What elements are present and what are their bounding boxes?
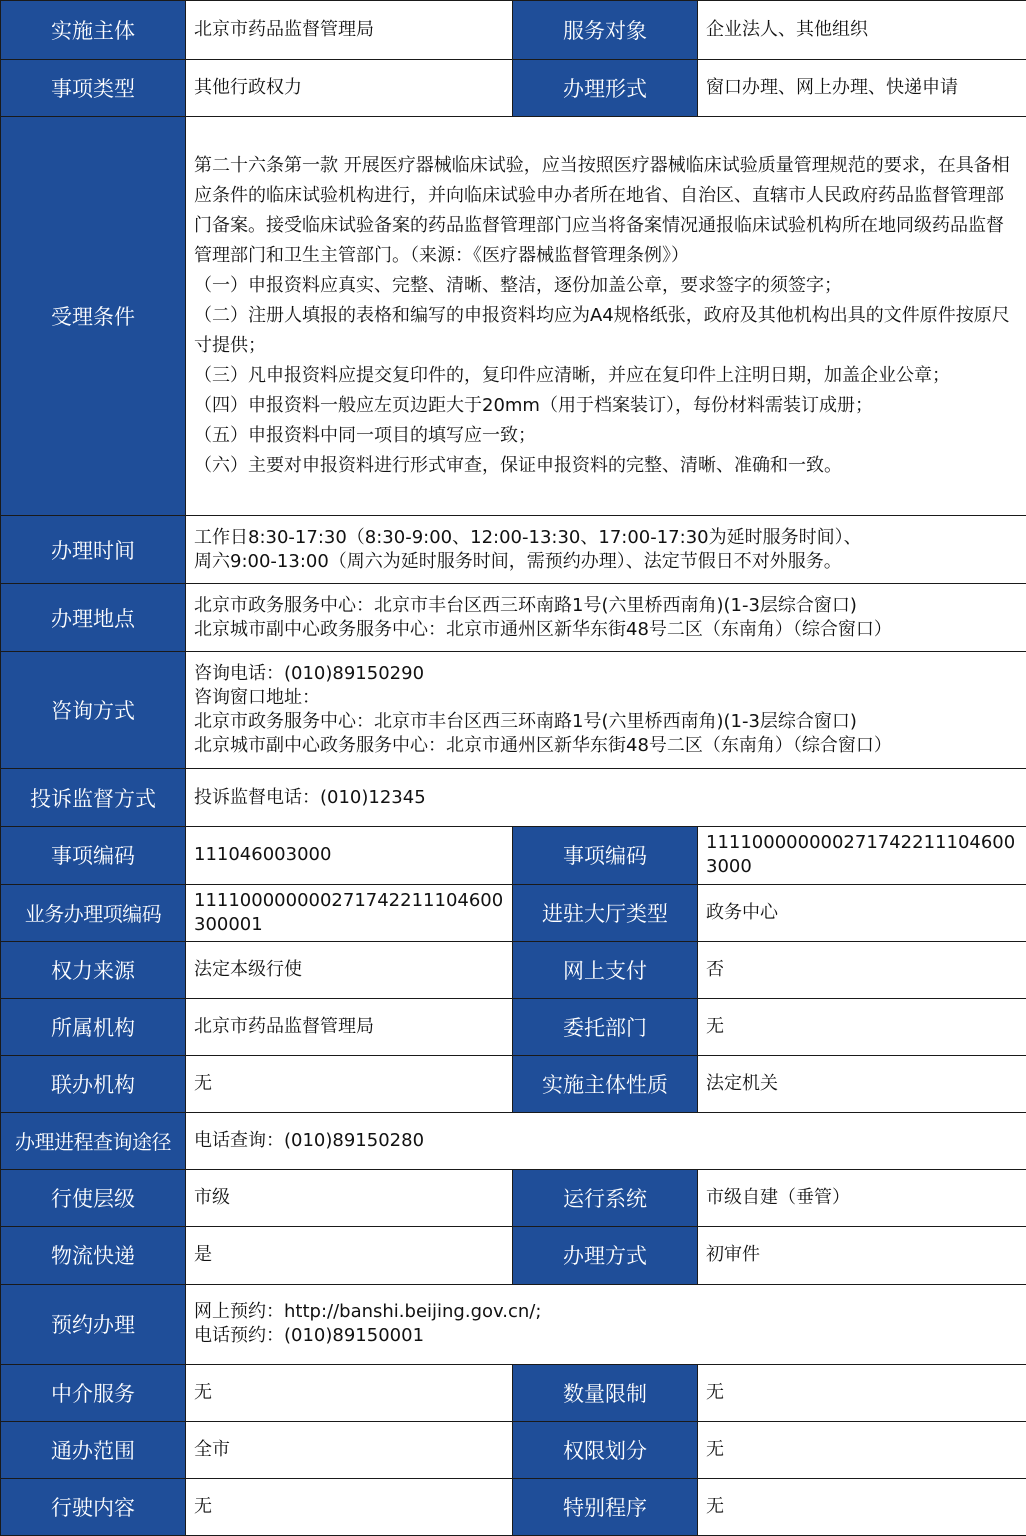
value-service-scope: 全市 <box>186 1421 513 1478</box>
label-affiliated-agency: 所属机构 <box>1 998 186 1055</box>
value-authority-division: 无 <box>698 1421 1026 1478</box>
value-complaint: 投诉监督电话：(010)12345 <box>186 769 1026 827</box>
condition-line: （二）注册人填报的表格和编写的申报资料均应为A4规格纸张，政府及其他机构出具的文件原件按原尺寸提供； <box>194 305 1010 357</box>
table-row <box>1 117 1026 516</box>
label-handling-form: 办理形式 <box>513 60 698 117</box>
value-progress-query: 电话查询：(010)89150280 <box>186 1112 1026 1169</box>
label-progress-query: 办理进程查询途径 <box>1 1112 186 1169</box>
value-service-target: 企业法人、其他组织 <box>698 1 1026 60</box>
condition-line: （四）申报资料一般应左页边距大于20mm（用于档案装订），每份材料需装订成册； <box>194 395 873 417</box>
table-row <box>1 1478 1026 1535</box>
table-row <box>1 884 1026 941</box>
value-consultation <box>186 652 1026 769</box>
time-line: 周六9:00-13:00（周六为延时服务时间，需预约办理）、法定节假日不对外服务。 <box>194 550 842 572</box>
value-affiliated-agency: 北京市药品监督管理局 <box>186 998 513 1055</box>
value-item-code: 111046003000 <box>186 827 513 884</box>
label-service-scope: 通办范围 <box>1 1421 186 1478</box>
value-body-nature: 法定机关 <box>698 1055 1026 1112</box>
condition-line: （三）凡申报资料应提交复印件的，复印件应清晰，并应在复印件上注明日期，加盖企业公章； <box>194 365 950 387</box>
label-authority-division: 权限划分 <box>513 1421 698 1478</box>
table-row <box>1 1226 1026 1284</box>
value-special-procedure: 无 <box>698 1478 1026 1535</box>
consult-line: 咨询窗口地址： <box>194 687 320 709</box>
location-line: 北京市政务服务中心：北京市丰台区西三环南路1号(六里桥西南角)(1-3层综合窗口) <box>194 594 857 616</box>
value-intermediary: 无 <box>186 1364 513 1421</box>
value-appointment <box>186 1284 1026 1364</box>
value-online-payment: 否 <box>698 941 1026 998</box>
label-logistics: 物流快递 <box>1 1226 186 1284</box>
label-online-payment: 网上支付 <box>513 941 698 998</box>
value-operating-system: 市级自建（垂管） <box>698 1169 1026 1226</box>
consult-line: 北京市政务服务中心：北京市丰台区西三环南路1号(六里桥西南角)(1-3层综合窗口) <box>194 711 857 733</box>
value-joint-agency: 无 <box>186 1055 513 1112</box>
consult-line: 北京城市副中心政务服务中心：北京市通州区新华东街48号二区（东南角）（综合窗口） <box>194 735 892 757</box>
value-handling-method: 初审件 <box>698 1226 1026 1284</box>
label-complaint: 投诉监督方式 <box>1 769 186 827</box>
label-operating-system: 运行系统 <box>513 1169 698 1226</box>
value-handling-form: 窗口办理、网上办理、快递申请 <box>698 60 1026 117</box>
table-row <box>1 1284 1026 1364</box>
table-row <box>1 1169 1026 1226</box>
condition-line: （六）主要对申报资料进行形式审查，保证申报资料的完整、清晰、准确和一致。 <box>194 455 842 477</box>
table-row <box>1 769 1026 827</box>
table-row <box>1 941 1026 998</box>
table-row <box>1 1112 1026 1169</box>
condition-line: 第二十六条第一款 开展医疗器械临床试验，应当按照医疗器械临床试验质量管理规范的要求，在具备相应条件的临床试验机构进行，并向临床试验申办者所在地省、自治区、直辖市人民政府药品监督管理部门备案。接受临床试验备案的药品监督管理部门应当将备案情况通报临床试验机构所在地同级药品监督管理部门和卫生主管部门。（来源：《医疗器械监督管理条例》） <box>194 155 1010 267</box>
label-special-procedure: 特别程序 <box>513 1478 698 1535</box>
label-quantity-limit: 数量限制 <box>513 1364 698 1421</box>
value-logistics: 是 <box>186 1226 513 1284</box>
label-appointment: 预约办理 <box>1 1284 186 1364</box>
consult-line: 咨询电话：(010)89150290 <box>194 663 425 685</box>
label-exercise-level: 行使层级 <box>1 1169 186 1226</box>
value-handling-location <box>186 584 1026 652</box>
label-handling-method: 办理方式 <box>513 1226 698 1284</box>
value-handling-time <box>186 516 1026 584</box>
value-exercise-level: 市级 <box>186 1169 513 1226</box>
table-row <box>1 516 1026 584</box>
label-item-type: 事项类型 <box>1 60 186 117</box>
label-entrusted-dept: 委托部门 <box>513 998 698 1055</box>
value-item-code-full: 111100000000271742211104600 3000 <box>698 827 1026 884</box>
value-hall-type: 政务中心 <box>698 884 1026 941</box>
value-power-source: 法定本级行使 <box>186 941 513 998</box>
label-service-target: 服务对象 <box>513 1 698 60</box>
condition-line: （一）申报资料应真实、完整、清晰、整洁，逐份加盖公章，要求签字的须签字； <box>194 275 842 297</box>
label-hall-type: 进驻大厅类型 <box>513 884 698 941</box>
table-row <box>1 584 1026 652</box>
time-line: 工作日8:30-17:30（8:30-9:00、12:00-13:30、17:00-17:30为延时服务时间）、 <box>194 526 862 548</box>
condition-line: （五）申报资料中同一项目的填写应一致； <box>194 425 536 447</box>
label-item-code: 事项编码 <box>1 827 186 884</box>
label-exercise-content: 行驶内容 <box>1 1478 186 1535</box>
value-item-type: 其他行政权力 <box>186 60 513 117</box>
appointment-line: 网上预约：http://banshi.beijing.gov.cn/; <box>194 1301 542 1323</box>
table-row <box>1 1364 1026 1421</box>
table-row <box>1 1055 1026 1112</box>
label-item-code-full: 事项编码 <box>513 827 698 884</box>
value-entrusted-dept: 无 <box>698 998 1026 1055</box>
label-intermediary: 中介服务 <box>1 1364 186 1421</box>
label-body-nature: 实施主体性质 <box>513 1055 698 1112</box>
value-implementing-body: 北京市药品监督管理局 <box>186 1 513 60</box>
table-row <box>1 998 1026 1055</box>
table-row <box>1 60 1026 117</box>
table-row <box>1 827 1026 884</box>
label-power-source: 权力来源 <box>1 941 186 998</box>
table-row <box>1 1 1026 60</box>
label-implementing-body: 实施主体 <box>1 1 186 60</box>
table-row <box>1 1421 1026 1478</box>
label-handling-time: 办理时间 <box>1 516 186 584</box>
location-line: 北京城市副中心政务服务中心：北京市通州区新华东街48号二区（东南角）（综合窗口） <box>194 618 892 640</box>
label-consultation: 咨询方式 <box>1 652 186 769</box>
value-quantity-limit: 无 <box>698 1364 1026 1421</box>
value-exercise-content: 无 <box>186 1478 513 1535</box>
appointment-line: 电话预约：(010)89150001 <box>194 1325 425 1347</box>
label-business-code: 业务办理项编码 <box>1 884 186 941</box>
value-business-code: 111100000000271742211104600 300001 <box>186 884 513 941</box>
label-joint-agency: 联办机构 <box>1 1055 186 1112</box>
value-acceptance-conditions <box>186 117 1026 516</box>
label-handling-location: 办理地点 <box>1 584 186 652</box>
table-row <box>1 652 1026 769</box>
label-acceptance-conditions: 受理条件 <box>1 117 186 516</box>
